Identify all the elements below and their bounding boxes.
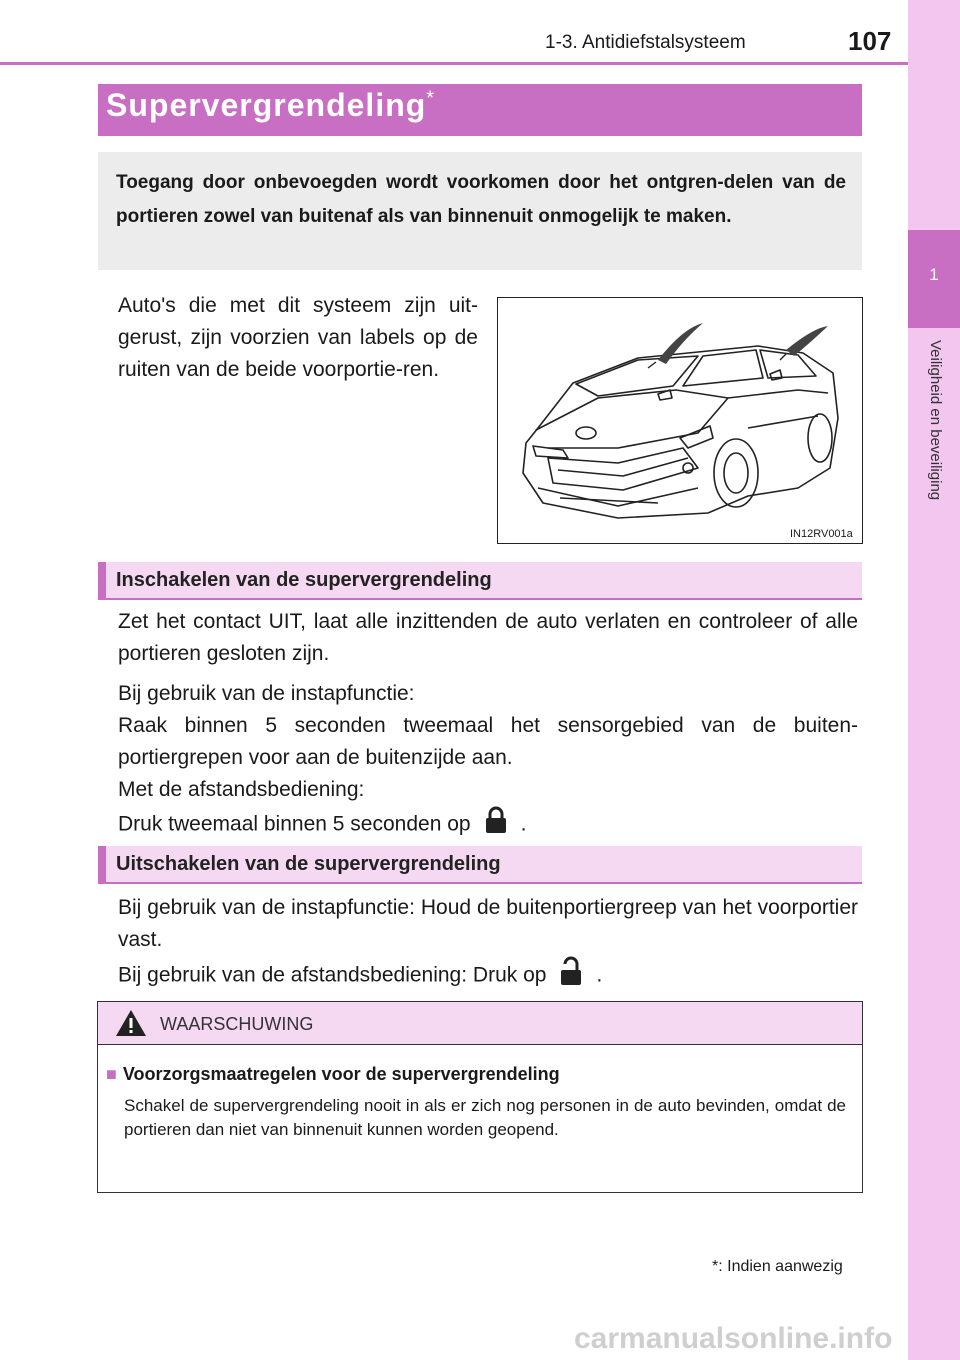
chapter-number-tab (908, 230, 960, 328)
warning-title: WAARSCHUWING (160, 1014, 314, 1034)
watermark: carmanualsonline.info (574, 1322, 893, 1355)
warning-header (98, 1002, 862, 1045)
illustration-code: IN12RV001a (790, 528, 853, 540)
chapter-label: Veiligheid en beveiliging (927, 340, 944, 501)
bullet-square: ■ (106, 1064, 117, 1084)
enable-step-2 (118, 678, 858, 844)
enable-remote-text (118, 806, 858, 844)
page-title-text: Supervergrendeling (106, 87, 427, 123)
warning-subheading (106, 1064, 560, 1085)
section-title: 1-3. Antidiefstalsysteem (545, 32, 746, 53)
intro-text: Toegang door onbevoegden wordt voorkomen door het ontgren-delen van de portieren zowel van buitenaf als van binnenuit onmogelijk te maken. (116, 172, 846, 227)
enable-entry-text: Raak binnen 5 seconden tweemaal het sensorgebied van de buiten-portiergrepen voor aan de buitenzijde aan. (118, 714, 858, 769)
footnote-asterisk: * (712, 1258, 719, 1275)
car-illustration (497, 297, 863, 544)
warning-subheading-text: Voorzorgsmaatregelen voor de supervergrendeling (122, 1064, 560, 1084)
disable-entry-text: Bij gebruik van de instapfunctie: Houd de buitenportiergreep van het voorportier vast. (118, 896, 858, 951)
enable-step-1: Zet het contact UIT, laat alle inzittenden de auto verlaten en controleer of alle portieren gesloten zijn. (118, 610, 858, 665)
optional-asterisk: * (426, 87, 436, 110)
disable-remote-text (118, 956, 858, 996)
warning-triangle-icon (115, 1009, 147, 1042)
period: . (596, 963, 603, 987)
enable-remote-instruction: Druk tweemaal binnen 5 seconden op (118, 812, 471, 836)
disable-remote-instruction: Bij gebruik van de afstandsbediening: Druk op (118, 963, 547, 987)
header-divider (0, 62, 908, 65)
equipped-cars-text: Auto's die met dit systeem zijn uit-gerust, zijn voorzien van labels op de ruiten van de beide voorportie-ren. (118, 294, 478, 381)
footnote-text: : Indien aanwezig (718, 1258, 843, 1275)
footnote (712, 1258, 843, 1276)
heading-accent-bar (98, 562, 106, 600)
warning-box (97, 1001, 863, 1193)
period: . (520, 812, 527, 836)
enable-entry-label: Bij gebruik van de instapfunctie: (118, 682, 415, 705)
warning-body: Schakel de supervergrendeling nooit in als er zich nog personen in de auto bevinden, omdat de portieren dan niet van binnenuit kunnen worden geopend. (124, 1096, 846, 1139)
unlock-icon (560, 956, 582, 996)
lock-icon (485, 806, 507, 844)
suv-drawing (498, 298, 862, 543)
enable-remote-label: Met de afstandsbediening: (118, 778, 365, 801)
disable-heading: Uitschakelen van de supervergrendeling (116, 853, 501, 875)
chapter-side-tab (908, 0, 960, 1360)
enable-heading: Inschakelen van de supervergrendeling (116, 569, 492, 591)
disable-steps (118, 892, 858, 996)
page-title (106, 87, 435, 124)
chapter-number: 1 (929, 265, 939, 284)
heading-accent-bar (98, 846, 106, 884)
page-number: 107 (848, 26, 892, 56)
enable-heading-bar (98, 562, 862, 600)
disable-heading-bar (98, 846, 862, 884)
